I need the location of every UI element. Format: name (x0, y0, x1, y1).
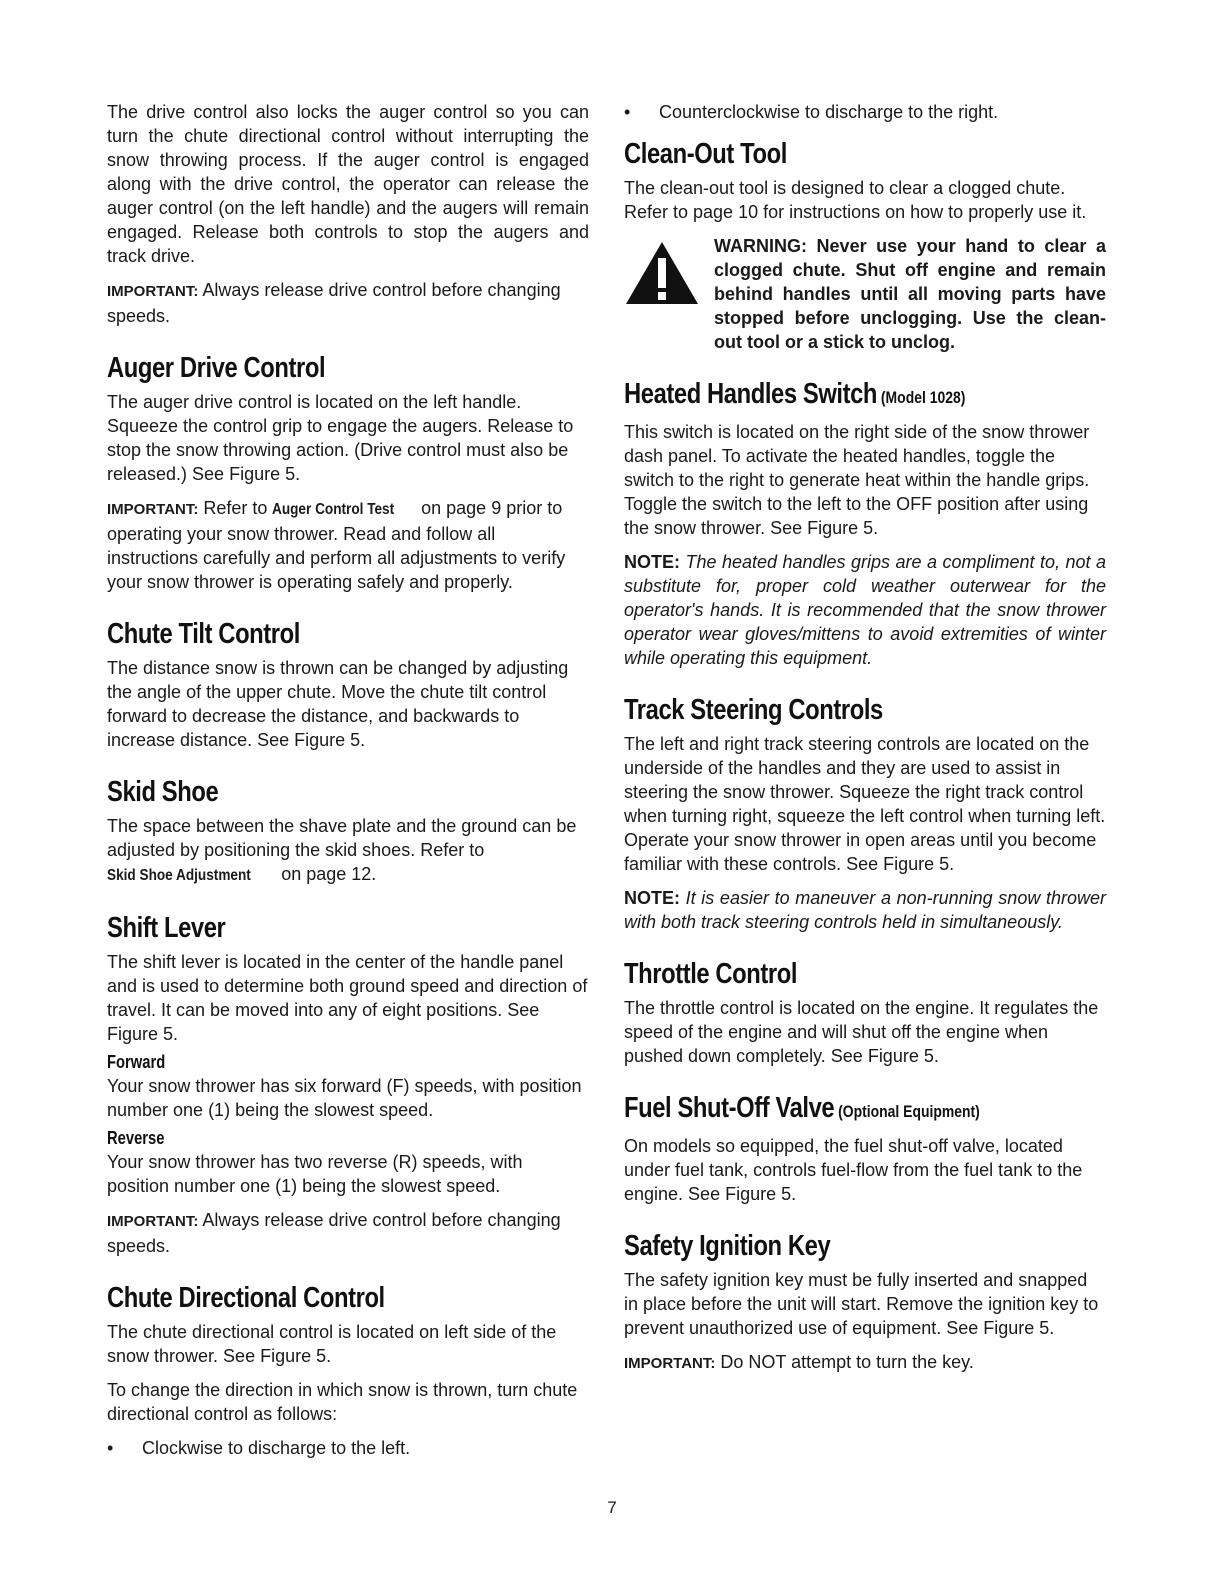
skid-shoe-heading: Skid Shoe (107, 776, 219, 808)
important-text: Always release drive control before changing speeds. (107, 1210, 561, 1256)
skid-shoe-adjustment-ref: Skid Shoe Adjustment (107, 867, 251, 884)
warning-triangle-icon (624, 234, 714, 354)
heated-title-model: (Model 1028) (877, 388, 966, 407)
list-item: • Counterclockwise to discharge to the right. (624, 100, 1106, 124)
heated-handles-paragraph: This switch is located on the right side of the snow thrower dash panel. To activate the heated handles, toggle the switch to the right to generate heat within the handle grips. Toggle the switch to the left to the OFF position after using the snow thrower. See Figure 5. (624, 422, 1090, 538)
chute-tilt-paragraph: The distance snow is thrown can be changed by adjusting the angle of the upper chute. Move the chute tilt control forward to decrease the distance, and backwards to increase distance. See Figure 5. (107, 658, 569, 750)
reverse-subheading: Reverse (107, 1128, 165, 1148)
intro-paragraph: The drive control also locks the auger control so you can turn the chute directional control without interrupting the snow throwing process. If the auger control is engaged along with the drive control, the operator can release the auger control (on the left handle) and the augers will remain engaged. Release both controls to stop the augers and track drive. (107, 102, 589, 266)
safety-ignition-key-heading: Safety Ignition Key (624, 1230, 831, 1262)
shift-lever-paragraph: The shift lever is located in the center of the handle panel and is used to determine both ground speed and direction of travel. It can be moved into any of eight positions. See Figure 5. (107, 952, 588, 1044)
fuel-title: Fuel Shut-Off Valve (624, 1092, 835, 1124)
chute-directional-list-continued (624, 100, 1106, 124)
chute-directional-paragraph-2: To change the direction in which snow is thrown, turn chute directional control as follows: (107, 1380, 578, 1424)
track-steering-note (624, 886, 1106, 934)
heated-handles-switch-heading (624, 376, 1019, 416)
chute-directional-control-heading: Chute Directional Control (107, 1282, 385, 1314)
note-label: NOTE: (624, 552, 680, 572)
important-post: on page 9 prior to operating your snow thrower. Read and follow all instructions carefully and perform all adjustments to verify your snow thrower is operating safely and properly. (107, 498, 566, 592)
clean-out-paragraph: The clean-out tool is designed to clear a clogged chute. Refer to page 10 for instructions on how to properly use it. (624, 178, 1087, 222)
important-label: IMPORTANT: (107, 283, 199, 300)
auger-control-test-ref: Auger Control Test (272, 501, 395, 518)
shift-lever-heading: Shift Lever (107, 912, 226, 944)
skid-post: on page 12. (276, 864, 377, 884)
ignition-paragraph: The safety ignition key must be fully inserted and snapped in place before the unit will start. Remove the ignition key to prevent unauthorized use of equipment. See Figure 5. (624, 1270, 1099, 1338)
right-column (624, 100, 1106, 1386)
heated-handles-note (624, 550, 1106, 670)
important-label: IMPORTANT: (107, 1213, 199, 1230)
note-label: NOTE: (624, 888, 680, 908)
chute-tilt-control-heading: Chute Tilt Control (107, 618, 300, 650)
throttle-control-heading: Throttle Control (624, 958, 798, 990)
auger-drive-paragraph: The auger drive control is located on the left handle. Squeeze the control grip to engage the augers. Release to stop the snow throwing action. (Drive control must also be released.) See Figure 5. (107, 392, 574, 484)
auger-important (107, 496, 589, 594)
important-label: IMPORTANT: (107, 501, 199, 518)
warning-text: WARNING: Never use your hand to clear a clogged chute. Shut off engine and remain behind handles until all moving parts have stopped before unclogging. Use the clean-out tool or a stick to unclog. (714, 236, 1106, 352)
reverse-paragraph: Your snow thrower has two reverse (R) speeds, with position number one (1) being the slowest speed. (107, 1152, 523, 1196)
intro-important (107, 278, 589, 328)
forward-subheading: Forward (107, 1052, 166, 1072)
important-text: Always release drive control before changing speeds. (107, 280, 561, 326)
heated-title: Heated Handles Switch (624, 378, 878, 410)
chute-directional-paragraph-1: The chute directional control is located on left side of the snow thrower. See Figure 5. (107, 1322, 557, 1366)
auger-drive-control-heading: Auger Drive Control (107, 352, 326, 384)
skid-pre: The space between the shave plate and the ground can be adjusted by positioning the skid shoes. Refer to (107, 816, 577, 860)
forward-paragraph: Your snow thrower has six forward (F) speeds, with position number one (1) being the slowest speed. (107, 1076, 582, 1120)
note-text: The heated handles grips are a compliment to, not a substitute for, proper cold weather outerwear for the operator's hands. It is recommended that the snow thrower operator wear gloves/mittens to avoid extremities of winter while operating this equipment. (624, 552, 1106, 668)
shift-important (107, 1208, 589, 1258)
ignition-important (624, 1350, 1106, 1376)
chute-directional-list (107, 1436, 589, 1460)
warning-box (624, 234, 1106, 354)
fuel-paragraph: On models so equipped, the fuel shut-off valve, located under fuel tank, controls fuel-flow from the fuel tank to the engine. See Figure 5. (624, 1136, 1083, 1204)
fuel-title-optional: (Optional Equipment) (834, 1102, 980, 1121)
important-pre: Refer to (198, 498, 273, 518)
page-number: 7 (607, 1498, 617, 1517)
throttle-paragraph: The throttle control is located on the engine. It regulates the speed of the engine and will shut off the engine when pushed down completely. See Figure 5. (624, 998, 1099, 1066)
left-column (107, 100, 589, 1470)
important-text: Do NOT attempt to turn the key. (715, 1352, 974, 1372)
clean-out-tool-heading: Clean-Out Tool (624, 138, 787, 170)
fuel-shut-off-valve-heading (624, 1090, 1019, 1130)
skid-shoe-paragraph (107, 814, 589, 888)
track-steering-controls-heading: Track Steering Controls (624, 694, 883, 726)
important-label: IMPORTANT: (624, 1355, 716, 1372)
list-item: • Clockwise to discharge to the left. (107, 1436, 589, 1460)
note-text: It is easier to maneuver a non-running snow thrower with both track steering controls held in simultaneously. (624, 888, 1106, 932)
track-steering-paragraph: The left and right track steering controls are located on the underside of the handles and they are used to assist in steering the snow thrower. Squeeze the right track control when turning right, squeeze the left control when turning left. Operate your snow thrower in open areas until you become familiar with these controls. See Figure 5. (624, 734, 1106, 874)
